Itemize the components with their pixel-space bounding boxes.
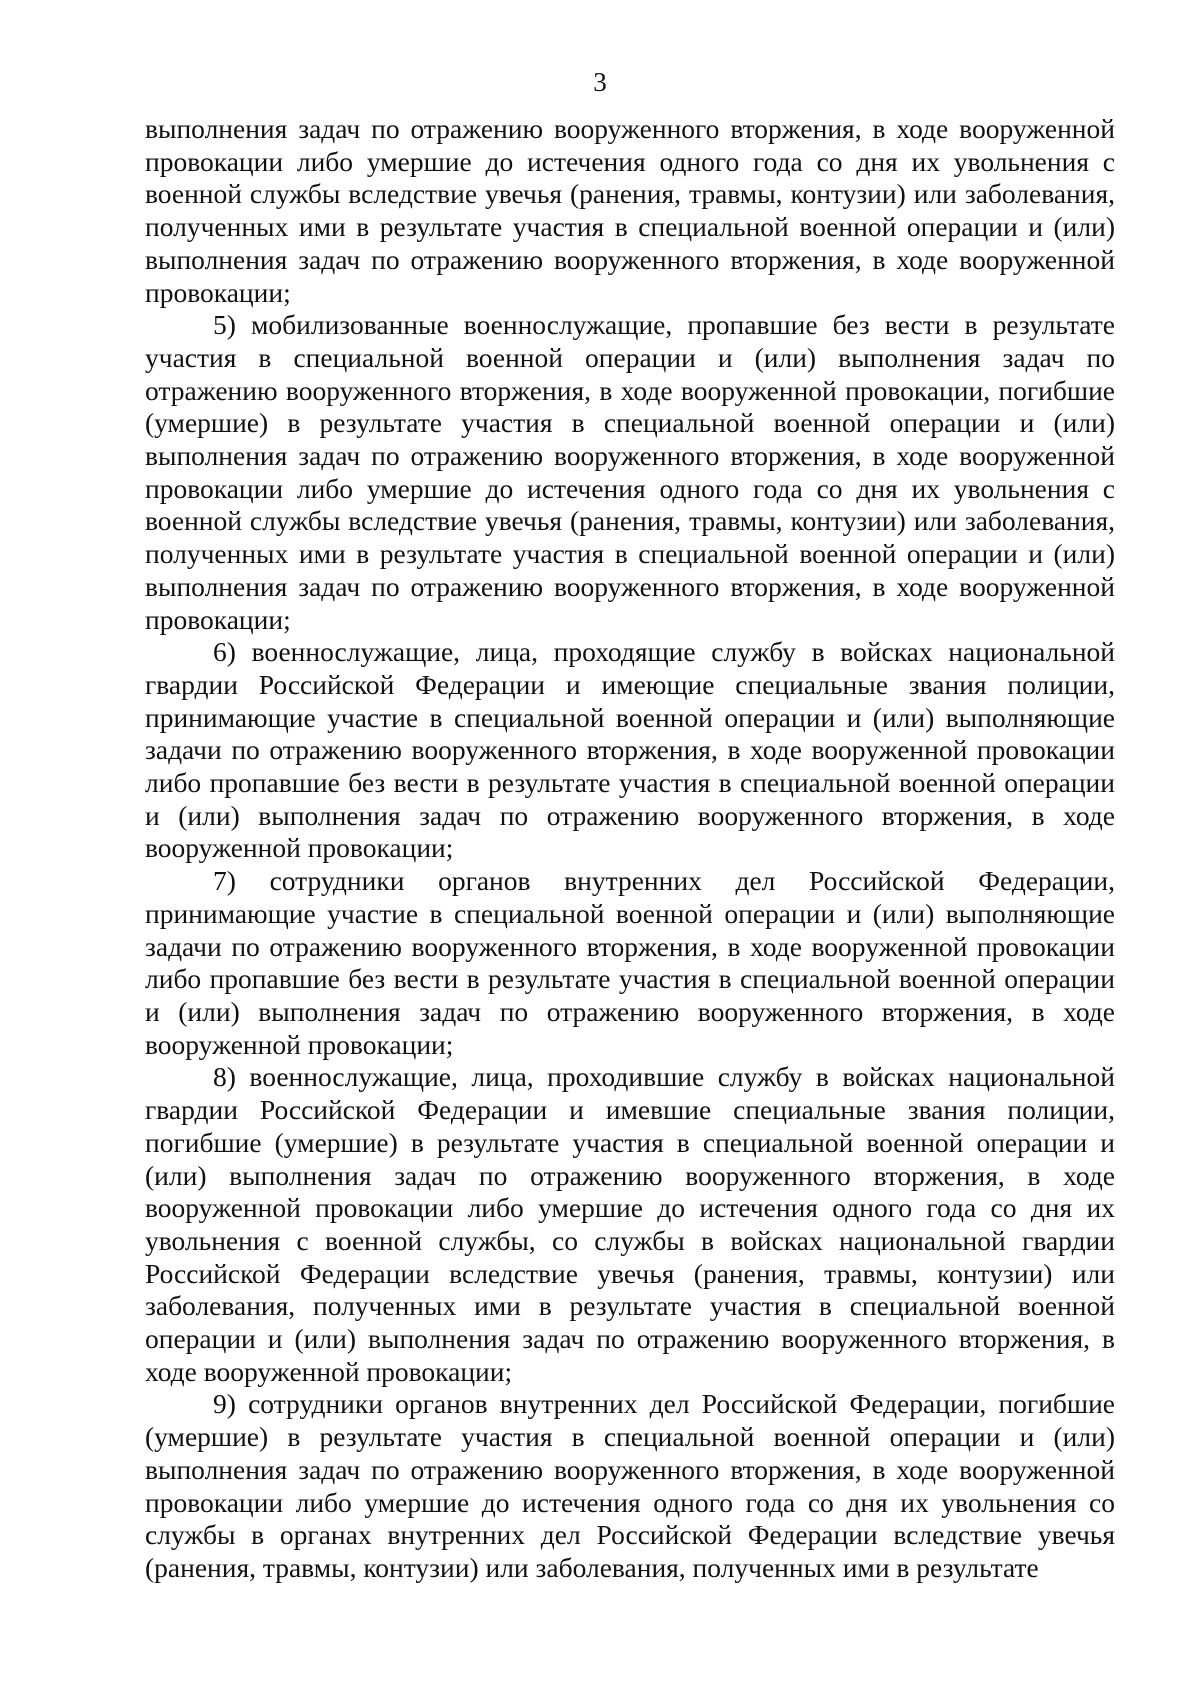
page-number: 3 — [593, 67, 607, 97]
paragraph-item-7: 7) сотрудники органов внутренних дел Российской Федерации, принимающие участие в специальной военной операции и (или) выполняющие задачи по отражению вооруженного вторжения, в ходе вооруженной провокации либо пропавшие без вести в результате участия в специальной военной операции и (или) выполнения задач по отражению вооруженного вторжения, в ходе вооруженной провокации; — [145, 865, 1115, 1060]
paragraph-item-8: 8) военнослужащие, лица, проходившие службу в войсках национальной гвардии Российской Федерации и имевшие специальные звания полиции, погибшие (умершие) в результате участия в специальной военной операции и (или) выполнения задач по отражению вооруженного вторжения, в ходе вооруженной провокации либо умершие до истечения одного года со дня их увольнения с военной службы, со службы в войсках национальной гвардии Российской Федерации вследствие увечья (ранения, травмы, контузии) или заболевания, полученных ими в результате участия в специальной военной операции и (или) выполнения задач по отражению вооруженного вторжения, в ходе вооруженной провокации; — [145, 1061, 1115, 1387]
paragraph-item-9: 9) сотрудники органов внутренних дел Российской Федерации, погибшие (умершие) в результате участия в специальной военной операции и (или) выполнения задач по отражению вооруженного вторжения, в ходе вооруженной провокации либо умершие до истечения одного года со дня их увольнения со службы в органах внутренних дел Российской Федерации вследствие увечья (ранения, травмы, контузии) или заболевания, полученных ими в результате — [145, 1388, 1115, 1583]
paragraph-item-5: 5) мобилизованные военнослужащие, пропавшие без вести в результате участия в специальной военной операции и (или) выполнения задач по отражению вооруженного вторжения, в ходе вооруженной провокации, погибшие (умершие) в результате участия в специальной военной операции и (или) выполнения задач по отражению вооруженного вторжения, в ходе вооруженной провокации либо умершие до истечения одного года со дня их увольнения с военной службы вследствие увечья (ранения, травмы, контузии) или заболевания, полученных ими в результате участия в специальной военной операции и (или) выполнения задач по отражению вооруженного вторжения, в ходе вооруженной провокации; — [145, 309, 1115, 635]
paragraph-continuation: выполнения задач по отражению вооруженного вторжения, в ходе вооруженной провокации либо умершие до истечения одного года со дня их увольнения с военной службы вследствие увечья (ранения, травмы, контузии) или заболевания, полученных ими в результате участия в специальной военной операции и (или) выполнения задач по отражению вооруженного вторжения, в ходе вооруженной провокации; — [145, 113, 1115, 308]
document-body — [145, 113, 1115, 1585]
paragraph-item-6: 6) военнослужащие, лица, проходящие службу в войсках национальной гвардии Российской Федерации и имеющие специальные звания полиции, принимающие участие в специальной военной операции и (или) выполняющие задачи по отражению вооруженного вторжения, в ходе вооруженной провокации либо пропавшие без вести в результате участия в специальной военной операции и (или) выполнения задач по отражению вооруженного вторжения, в ходе вооруженной провокации; — [145, 636, 1115, 864]
